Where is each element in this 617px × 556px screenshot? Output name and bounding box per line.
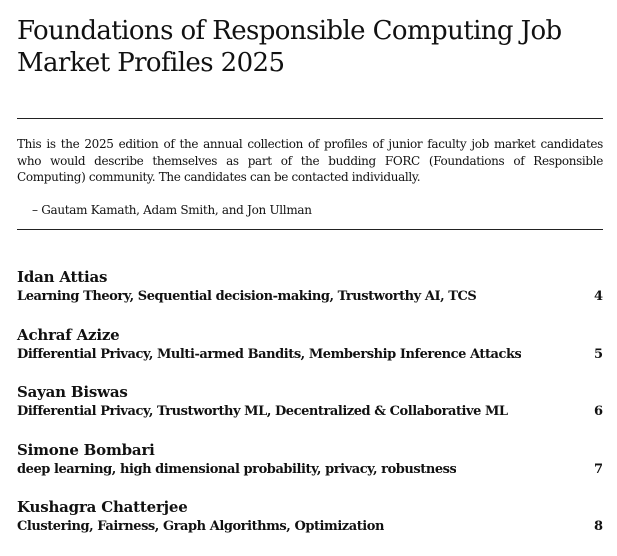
toc-entry[interactable]	[17, 383, 603, 441]
page-number[interactable]: 6	[593, 404, 603, 419]
editors-signature: – Gautam Kamath, Adam Smith, and Jon Ullman	[32, 203, 312, 217]
toc-entry[interactable]	[17, 441, 603, 499]
page-number[interactable]: 7	[593, 461, 603, 477]
toc-topic-line	[17, 517, 603, 536]
candidate-name: Kushagra Chatterjee	[17, 498, 188, 516]
candidate-name: Achraf Azize	[17, 325, 120, 344]
page-number[interactable]: 8	[593, 519, 603, 534]
top-divider	[17, 118, 603, 119]
candidate-name: Simone Bombari	[17, 440, 155, 459]
document-title: Foundations of Responsible Computing Job Market Profiles 2025	[17, 16, 562, 78]
candidate-topics: Learning Theory, Sequential decision-making, Trustworthy AI, TCS	[17, 289, 477, 304]
toc-entry[interactable]	[17, 268, 603, 326]
candidate-topics: deep learning, high dimensional probability, privacy, robustness	[17, 461, 457, 477]
toc-entry[interactable]	[17, 498, 603, 556]
candidate-topics: Differential Privacy, Multi-armed Bandits, Membership Inference Attacks	[17, 346, 522, 362]
page-number[interactable]: 5	[593, 346, 603, 362]
bottom-divider	[17, 229, 603, 230]
page-number[interactable]: 4	[593, 289, 603, 304]
candidate-topics: Differential Privacy, Trustworthy ML, Decentralized & Collaborative ML	[17, 404, 508, 419]
candidate-name: Sayan Biswas	[17, 383, 128, 401]
candidate-topics: Clustering, Fairness, Graph Algorithms, Optimization	[17, 519, 384, 534]
table-of-contents	[17, 268, 603, 556]
toc-topic-line	[17, 402, 603, 421]
toc-topic-line	[17, 460, 603, 479]
toc-entry[interactable]	[17, 326, 603, 384]
toc-topic-line	[17, 345, 603, 364]
candidate-name: Idan Attias	[17, 268, 108, 286]
toc-topic-line	[17, 287, 603, 306]
abstract-text: This is the 2025 edition of the annual collection of profiles of junior faculty job market candidates who would describe themselves as part of the budding FORC (Foundations of Responsible Computing) community. The candidates can be contacted individually.	[17, 137, 603, 184]
